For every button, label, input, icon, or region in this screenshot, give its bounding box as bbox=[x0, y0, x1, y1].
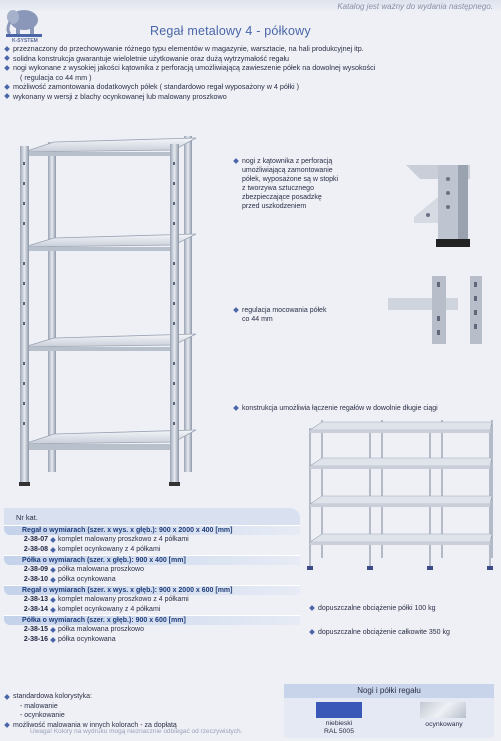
table-group-title: Regał o wymiarach (szer. x wys. x głęb.): 900 x 2000 x 400 [mm] bbox=[4, 525, 300, 535]
callout-load-total: dopuszczalne obciążenie całkowite 350 kg bbox=[318, 628, 450, 637]
swatch-panel-title: Nogi i półki regału bbox=[284, 684, 494, 698]
table-row: 2-38-09 półka malowana proszkowo bbox=[23, 566, 144, 573]
colors-other: możliwość malowania w innych kolorach - za dopłatą bbox=[4, 721, 177, 731]
feature-item: wykonany w wersji z blachy ocynkowanej lub malowany proszkowo bbox=[4, 92, 494, 102]
feature-item: solidna konstrukcja gwarantuje wieloletnie użytkowanie oraz dużą wytrzymałość regału bbox=[4, 54, 494, 64]
colors-heading: standardowa kolorystyka: bbox=[4, 692, 177, 702]
leg-detail-photo bbox=[400, 157, 492, 249]
table-row: 2-38-15 półka malowana proszkowo bbox=[23, 626, 144, 633]
table-row: 2-38-16 półka ocynkowana bbox=[23, 636, 116, 643]
table-header: Nr kat. bbox=[4, 508, 300, 525]
color-item: - ocynkowanie bbox=[20, 712, 65, 719]
callout-connection: konstrukcja umożliwia łączenie regałów w dowolnie długie ciągi bbox=[242, 404, 482, 413]
color-item: - malowanie bbox=[20, 702, 58, 710]
callout-legs: nogi z kątownika z perforacją umożliwiającą zamontowanie półek, wyposażone są w stopki z tworzywa sztucznego zbezpieczające posadzkę przed uszkodzeniem bbox=[242, 157, 362, 211]
callout-load-shelf: dopuszczalne obciążenie półki 100 kg bbox=[318, 604, 436, 613]
table-group-title: Regał o wymiarach (szer. x wys. x głęb.): 900 x 2000 x 600 [mm] bbox=[4, 585, 300, 595]
table-row: 2-38-07 komplet malowany proszkowo z 4 półkami bbox=[23, 536, 189, 543]
color-options-list bbox=[4, 692, 177, 730]
table-group-title: Półka o wymiarach (szer. x głęb.): 900 x 600 [mm] bbox=[4, 615, 300, 625]
shelving-unit-image bbox=[14, 132, 204, 502]
feature-item: nogi wykonane z wysokiej jakości kątownika z perforacją umożliwiającą zawieszenie półek na dowolnej wysokości bbox=[4, 63, 494, 73]
color-note: Uwaga! Kolory na wydruku mogą nieznacznie odbiegać od rzeczywistych. bbox=[30, 728, 243, 735]
swatch-blue bbox=[316, 702, 362, 718]
feature-item: możliwość zamontowania dodatkowych półek ( standardowo regał wyposażony w 4 półki ) bbox=[4, 82, 494, 92]
color-swatch-panel bbox=[284, 684, 494, 738]
elephant-logo-icon bbox=[4, 4, 44, 40]
page-title: Regał metalowy 4 - półkowy bbox=[150, 24, 311, 38]
table-row: 2-38-13 komplet malowany proszkowo z 4 półkami bbox=[23, 596, 189, 603]
catalog-note: Katalog jest ważny do wydania następnego. bbox=[337, 2, 493, 11]
table-row: 2-38-08 komplet ocynkowany z 4 półkami bbox=[23, 546, 161, 553]
table-row: 2-38-14 komplet ocynkowany z 4 półkami bbox=[23, 606, 161, 613]
swatch-blue-label: niebieski RAL 5005 bbox=[324, 720, 354, 735]
swatch-galvanized-label: ocynkowany bbox=[425, 721, 463, 728]
connected-shelves-drawing bbox=[300, 418, 494, 578]
table-row: 2-38-10 półka ocynkowana bbox=[23, 576, 116, 583]
callout-regulation: regulacja mocowania półek co 44 mm bbox=[242, 306, 362, 324]
table-group-title: Półka o wymiarach (szer. x głęb.): 900 x 400 [mm] bbox=[4, 555, 300, 565]
logo-text: K-SYSTEM bbox=[12, 38, 38, 44]
feature-item: przeznaczony do przechowywanie różnego typu elementów w magazynie, warsztacie, na hali produkcyjnej itp. bbox=[4, 44, 494, 54]
regulation-detail-photo bbox=[388, 276, 492, 344]
feature-list bbox=[4, 44, 494, 102]
feature-item-sub: ( regulacja co 44 mm ) bbox=[20, 72, 92, 82]
swatch-galvanized bbox=[420, 702, 466, 718]
catalog-table bbox=[4, 508, 300, 645]
